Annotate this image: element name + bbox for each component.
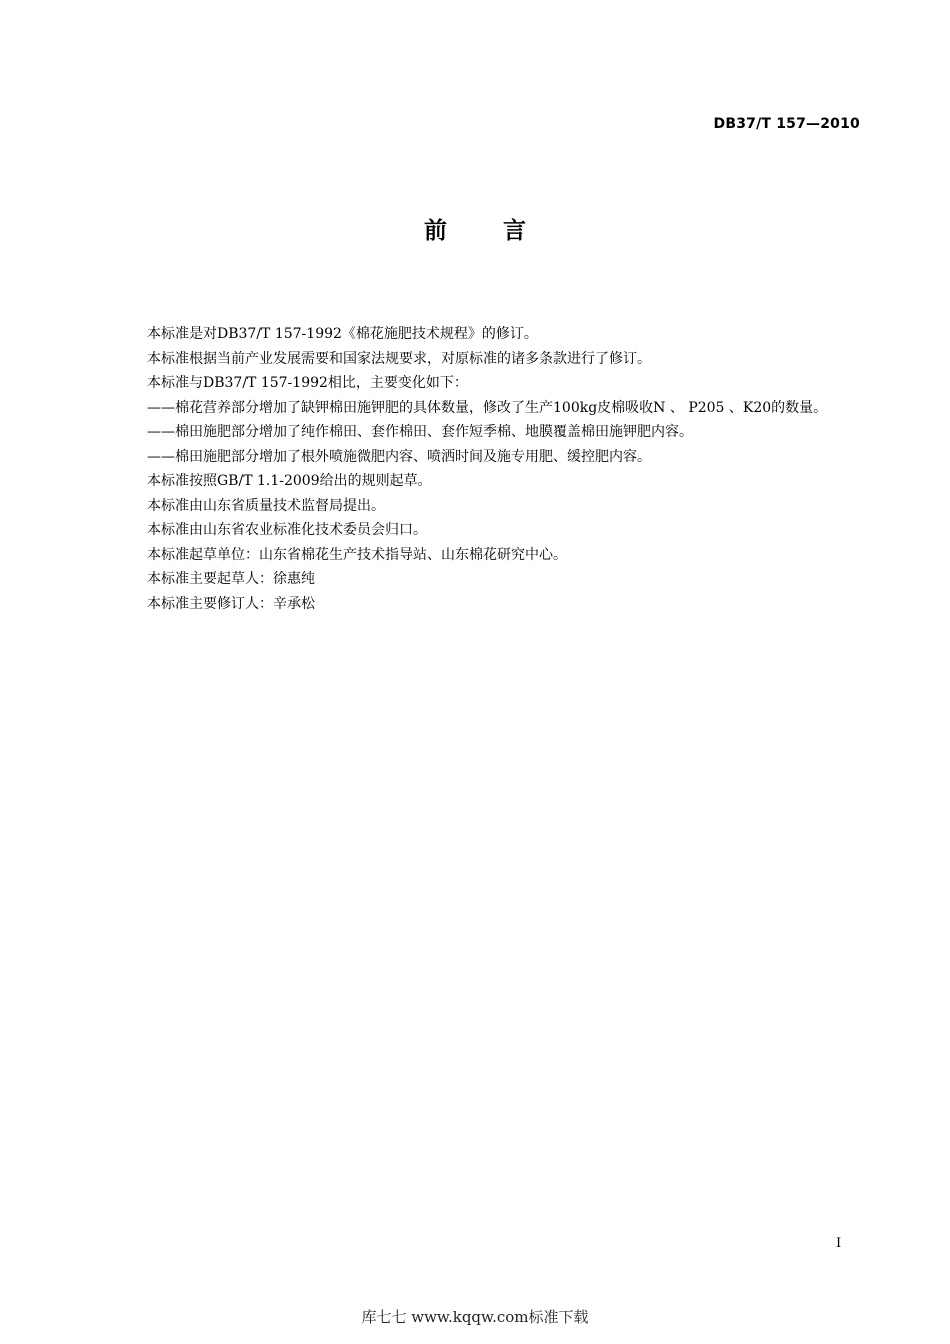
paragraph-changes-intro: 本标准与DB37/T 157-1992相比，主要变化如下： <box>147 375 468 391</box>
paragraph-revision-reason: 本标准根据当前产业发展需要和国家法规要求，对原标准的诸多条款进行了修订。 <box>147 350 651 367</box>
paragraph-revision-note: 本标准是对DB37/T 157-1992《棉花施肥技术规程》的修订。 <box>147 326 538 342</box>
paragraph-change-nutrition: ——棉花营养部分增加了缺钾棉田施钾肥的具体数量，修改了生产100kg皮棉吸收N 、 P205 、K20的数量。 <box>147 399 828 416</box>
paragraph-drafting-units: 本标准起草单位：山东省棉花生产技术指导站、山东棉花研究中心。 <box>147 546 567 563</box>
paragraph-drafting-rules: 本标准按照GB/T 1.1-2009给出的规则起草。 <box>147 473 432 489</box>
document-code: DB37/T 157—2010 <box>713 116 860 132</box>
footer-watermark: 库七七 www.kqqw.com标准下载 <box>361 1308 589 1326</box>
page-title: 前言 <box>424 218 582 244</box>
paragraph-centralized-by: 本标准由山东省农业标准化技术委员会归口。 <box>147 522 427 538</box>
paragraph-change-foliar: ——棉田施肥部分增加了根外喷施微肥内容、喷洒时间及施专用肥、缓控肥内容。 <box>147 448 651 465</box>
paragraph-proposer: 本标准由山东省质量技术监督局提出。 <box>147 497 385 514</box>
paragraph-change-potassium: ——棉田施肥部分增加了纯作棉田、套作棉田、套作短季棉、地膜覆盖棉田施钾肥内容。 <box>147 424 693 440</box>
paragraph-main-drafter: 本标准主要起草人：徐惠纯 <box>147 571 315 587</box>
foreword-body <box>113 322 863 616</box>
page-number: I <box>836 1236 842 1251</box>
paragraph-main-reviser: 本标准主要修订人：辛承松 <box>147 595 315 612</box>
